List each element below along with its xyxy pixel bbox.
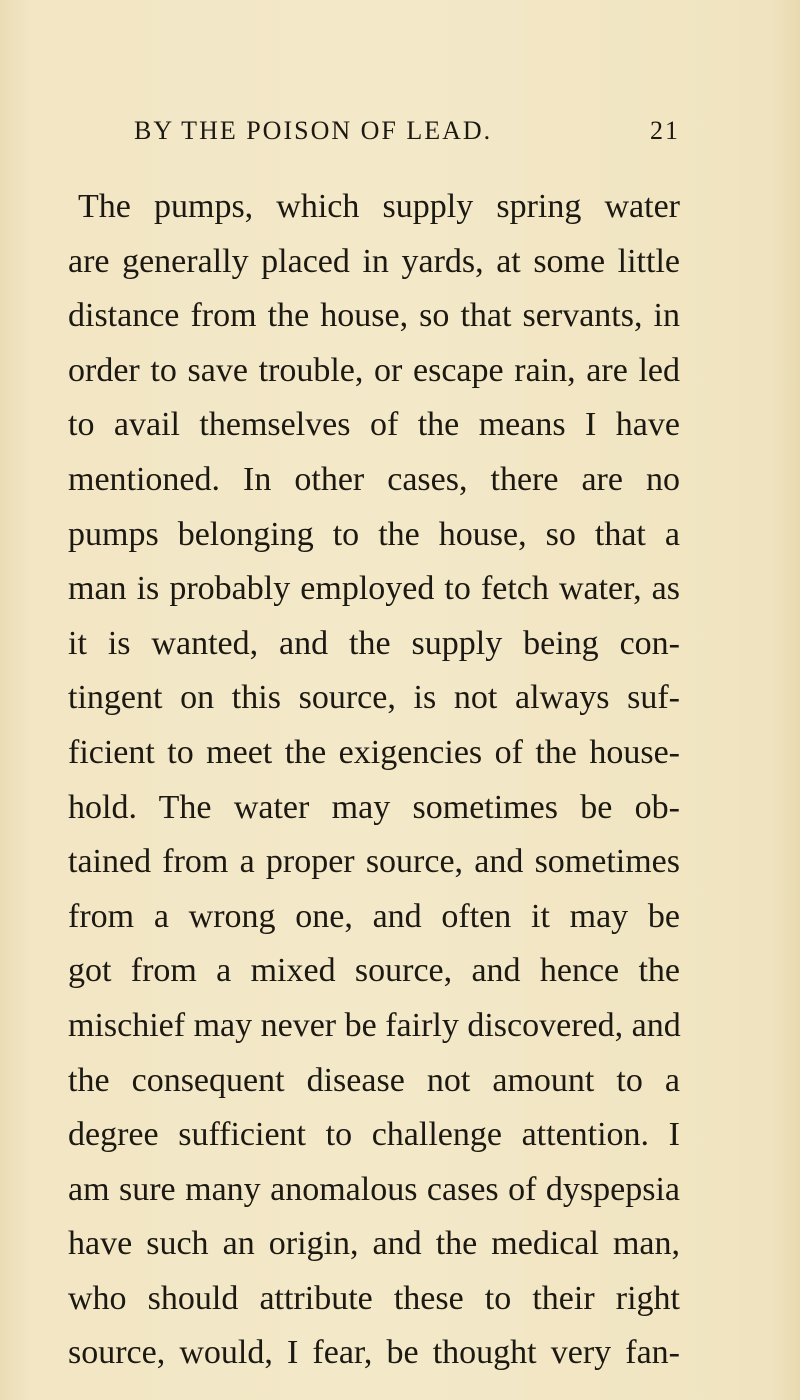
- text-line: are generally placed in yards, at some little: [68, 242, 680, 280]
- text-line: from a wrong one, and often it may be: [68, 897, 680, 935]
- text-line: tained from a proper source, and sometimes: [68, 843, 680, 881]
- text-line: man is probably employed to fetch water, as: [68, 570, 680, 608]
- text-line: ficient to meet the exigencies of the house-: [68, 733, 680, 771]
- text-line: pumps belonging to the house, so that a: [68, 515, 680, 553]
- text-line: have such an origin, and the medical man,: [68, 1225, 680, 1263]
- running-title: BY THE POISON OF LEAD.: [134, 116, 493, 145]
- text-line: who should attribute these to their right: [68, 1279, 680, 1317]
- text-line: The pumps, which supply spring water: [78, 188, 680, 225]
- text-line: mischief may never be fairly discovered, and: [68, 1006, 681, 1044]
- running-head: [134, 116, 680, 156]
- text-line: got from a mixed source, and hence the: [68, 952, 680, 990]
- text-line: order to save trouble, or escape rain, are led: [68, 351, 680, 389]
- text-line: mentioned. In other cases, there are no: [68, 460, 680, 498]
- text-line: to avail themselves of the means I have: [68, 406, 680, 444]
- text-line: source, would, I fear, be thought very fan-: [68, 1334, 680, 1372]
- text-line: it is wanted, and the supply being con-: [68, 624, 680, 662]
- page-number: 21: [650, 116, 680, 145]
- text-line: tingent on this source, is not always suf-: [68, 679, 680, 717]
- text-line: degree sufficient to challenge attention. I: [68, 1116, 680, 1154]
- text-line: the consequent disease not amount to a: [68, 1061, 680, 1099]
- body-text: [68, 180, 680, 1381]
- text-line: distance from the house, so that servants, in: [68, 297, 680, 335]
- text-line: hold. The water may sometimes be ob-: [68, 788, 680, 826]
- text-line: am sure many anomalous cases of dyspepsia: [68, 1170, 680, 1208]
